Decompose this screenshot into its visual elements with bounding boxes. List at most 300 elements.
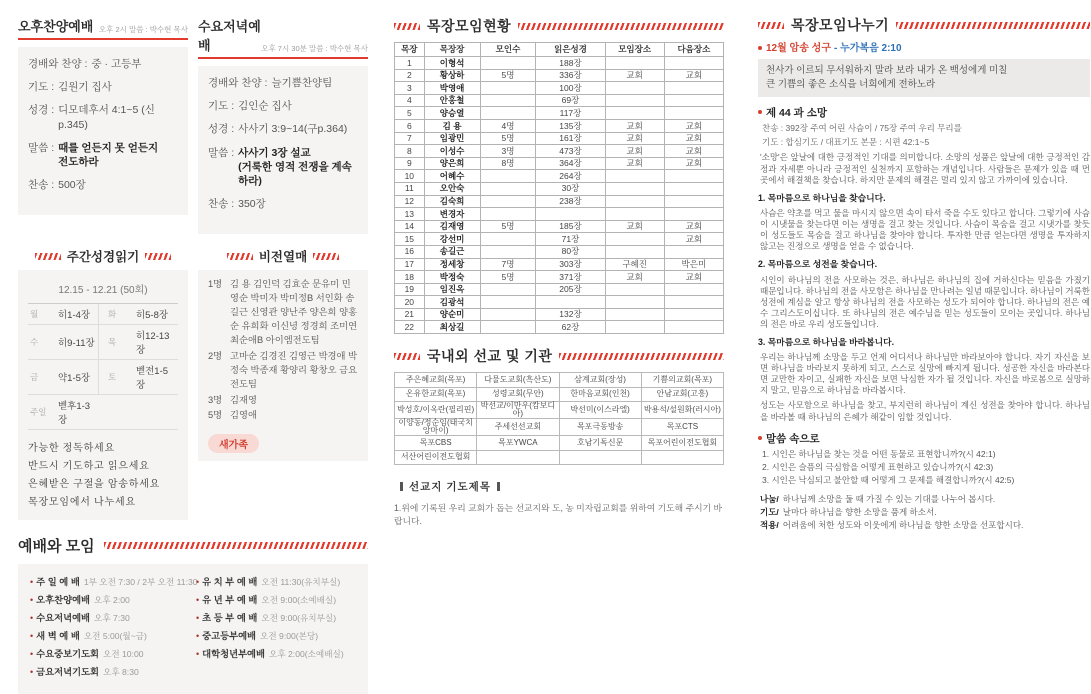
table-cell: 188장: [536, 57, 605, 70]
item-value: 500장: [58, 179, 86, 192]
table-cell: 이양동/정순임(태국치앙마이): [395, 419, 477, 436]
table-cell: 5명: [480, 220, 536, 233]
table-cell: 교회: [664, 69, 723, 82]
section-header: [18, 535, 368, 556]
section-title: 국내외 선교 및 기관: [427, 348, 553, 365]
table-cell: 다물도교회(흑산도): [477, 373, 559, 388]
table-cell: 100장: [536, 82, 605, 95]
table-cell: 히1-4장: [56, 304, 98, 325]
item-label: 성경 :: [28, 104, 55, 117]
table-cell: 교회: [605, 220, 664, 233]
vision-fruit-entry: [208, 394, 358, 408]
section-header: [394, 16, 724, 36]
table-cell: 371장: [536, 271, 605, 284]
item-value: 사사기 3장 설교 (거룩한 영적 전쟁을 계속하라): [238, 146, 352, 187]
section-header: [198, 247, 368, 265]
column-header: 모임장소: [605, 43, 664, 57]
table-cell: 30장: [536, 182, 605, 195]
table-cell: 5명: [480, 132, 536, 145]
item-value: 김재영: [230, 394, 257, 405]
table-cell: [664, 296, 723, 309]
table-cell: 4: [395, 94, 425, 107]
stripe-decoration: [104, 542, 368, 549]
memory-verse-heading: [758, 42, 1090, 55]
item-value: 고마순 김경진 김영근 박경애 박정숙 박종재 황양리 황창오 금요전도팀: [230, 350, 358, 389]
table-cell: 목포어린이전도협회: [641, 436, 723, 451]
title-tick: [400, 482, 403, 491]
mission-prayer-text: 1.위에 기록된 우리 교회가 돕는 선교지와 도, 농 미자립교회를 위하여 기도해 주시기 바랍니다.: [394, 503, 723, 527]
lesson-point-3: [758, 337, 1090, 397]
section-header: [198, 16, 368, 59]
point-heading: 3. 목마름으로 하나님을 바라봅니다.: [758, 336, 895, 347]
table-cell: [480, 245, 536, 258]
reading-period: 12.15 - 12.21 (50회): [58, 285, 148, 296]
item-label: • 유 년 부 예 배: [202, 595, 258, 605]
item-value: 오전 9:00(소예배실): [261, 595, 337, 605]
item-value: 오후 2:00(소예배실): [269, 649, 344, 659]
table-cell: 69장: [536, 94, 605, 107]
table-row: [395, 157, 724, 170]
table-cell: 303장: [536, 258, 605, 271]
table-cell: 21: [395, 308, 425, 321]
table-cell: 온유한교회(목포): [395, 387, 477, 402]
table-cell: 박성호/이옥란(필리핀): [395, 402, 477, 419]
meeting-schedule-item: [196, 574, 362, 588]
table-row: [395, 94, 724, 107]
service-info-list: [18, 47, 188, 215]
point-body: 사슴은 약초를 먹고 물을 마시지 않으면 속이 타서 죽을 수도 있다고 합니다. 그렇기에 사슴이 시냇물을 찾는다면 이는 생명을 걸고 찾는 것입니다. 사슴이 목숨을 걸고 시냇가를 찾듯이 성도들도 목숨을 걸고 하나님을 찾아야 합니다. 투자한 만큼 얻는다면 생명을 투자하지 않고는 진정으로 생명을 얻을 수 없습니다.: [760, 208, 1090, 252]
table-cell: 19: [395, 283, 425, 296]
table-cell: [664, 245, 723, 258]
item-label: 1명: [208, 279, 223, 289]
section-title: 목장모임나누기: [791, 17, 890, 33]
table-cell: [536, 296, 605, 309]
vision-fruit-list: [208, 278, 358, 423]
table-cell: 김재영: [424, 220, 480, 233]
table-cell: [480, 82, 536, 95]
lesson-point-1: [758, 193, 1090, 253]
service-blocks: [18, 16, 368, 234]
stripe-decoration: [758, 22, 784, 29]
meeting-schedule-item: [196, 628, 362, 642]
table-row: [395, 107, 724, 120]
item-label: 기도 :: [28, 81, 55, 94]
table-cell: [664, 94, 723, 107]
table-cell: 4명: [480, 119, 536, 132]
table-cell: 71장: [536, 233, 605, 246]
table-cell: 최상길: [424, 321, 480, 334]
table-cell: [480, 308, 536, 321]
meeting-schedule-item: [196, 610, 362, 624]
item-value: 사사기 3:9~14(구p.364): [238, 123, 348, 136]
item-label: 기도/: [760, 507, 779, 518]
title-tick: [497, 482, 500, 491]
table-row: [395, 402, 724, 419]
service-info-list: [198, 66, 368, 234]
meeting-schedule-item: [30, 592, 196, 606]
table-row: [28, 395, 178, 430]
table-cell: [480, 57, 536, 70]
item-label: 찬송 :: [28, 179, 55, 192]
table-cell: 임진옥: [424, 283, 480, 296]
services-meetings-section: [18, 535, 368, 694]
table-cell: 22: [395, 321, 425, 334]
item-value: 김 용 김인덕 김효순 문유미 민영순 박미자 박미정B 서인화 송길근 신영관 양난주 양은희 양홍순 유희화 이신녕 정경희 조미연 최순애B 아이엠전도팀: [230, 279, 358, 345]
table-row: [395, 245, 724, 258]
table-cell: 목포CTS: [641, 419, 723, 436]
table-cell: 화: [98, 304, 134, 325]
item-label: • 오후찬양예배: [36, 595, 91, 605]
memory-verse-label: 12월 암송 성구: [766, 43, 831, 55]
item-value: 때를 얻든지 못 얻든지 전도하라: [58, 141, 159, 168]
table-cell: 서산어린이전도협회: [395, 450, 477, 465]
table-cell: 이성수: [424, 145, 480, 158]
table-cell: 473장: [536, 145, 605, 158]
table-cell: 이형석: [424, 57, 480, 70]
item-label: 말씀 :: [28, 141, 55, 154]
table-cell: 박정숙: [424, 271, 480, 284]
table-cell: 양은희: [424, 157, 480, 170]
table-cell: [605, 195, 664, 208]
meeting-schedule-item: [196, 646, 362, 660]
table-cell: 구혜진: [605, 258, 664, 271]
item-label: • 수요중보기도회: [36, 649, 100, 659]
item-value: 날마다 하나님을 향한 소망을 품게 하소서.: [782, 507, 937, 518]
table-cell: 364장: [536, 157, 605, 170]
table-cell: 양승열: [424, 107, 480, 120]
item-value: 오전 11:30(유치부실): [261, 577, 341, 587]
item-value: 중 · 고등부: [91, 58, 142, 70]
stripe-decoration: [394, 353, 420, 360]
table-cell: 14: [395, 220, 425, 233]
table-cell: 17: [395, 258, 425, 271]
table-cell: 송길근: [424, 245, 480, 258]
mission-prayer-title: [394, 479, 724, 494]
service-info-line: [28, 141, 178, 169]
item-label: • 금요저녁기도회: [36, 667, 100, 677]
memory-verse-reference: - 누가복음 2:10: [833, 43, 902, 55]
table-cell: [605, 233, 664, 246]
table-cell: 3명: [480, 145, 536, 158]
section-title: 목장모임현황: [427, 18, 512, 34]
table-cell: 월: [28, 304, 56, 325]
table-row: [395, 220, 724, 233]
new-family-badge: 새가족: [208, 434, 259, 453]
table-cell: 수: [28, 325, 56, 360]
meetings-box: [18, 564, 368, 694]
item-value: 늘기쁨찬양팀: [271, 77, 333, 89]
table-cell: 박은미: [664, 258, 723, 271]
table-cell: 주일: [28, 395, 56, 430]
bullet-icon: [758, 110, 762, 114]
section-subtitle: 오후 2시 말씀 : 박수현 목사: [98, 25, 188, 34]
item-value: 오후 8:30: [103, 667, 139, 677]
application-item: [760, 507, 1090, 518]
table-cell: 임광민: [424, 132, 480, 145]
table-cell: 교회: [605, 157, 664, 170]
worship-info-page: [18, 16, 368, 677]
table-cell: 어혜수: [424, 170, 480, 183]
item-value: 1부 오전 7:30 / 2부 오전 11:30: [83, 577, 198, 587]
item-label: • 새 벽 예 배: [36, 631, 80, 641]
question-item: 1. 시인은 하나님을 찾는 것을 어떤 동물로 표현합니까?(시 42:1): [762, 449, 996, 460]
table-cell: 9: [395, 157, 425, 170]
item-label: • 수요저녁예배: [36, 613, 91, 623]
mokjang-sharing-page: [758, 16, 1090, 531]
table-row: [28, 304, 178, 325]
column-header: 다음장소: [664, 43, 723, 57]
service-info-line: [28, 80, 178, 94]
meetings-column-1: [30, 574, 196, 682]
meeting-schedule-item: [30, 574, 196, 588]
table-cell: 교회: [664, 145, 723, 158]
table-cell: 5명: [480, 271, 536, 284]
table-cell: [98, 395, 134, 430]
service-info-line: [28, 178, 178, 192]
table-cell: 8: [395, 145, 425, 158]
table-cell: 80장: [536, 245, 605, 258]
table-row: [28, 325, 178, 360]
application-item: [760, 520, 1090, 531]
table-cell: 135장: [536, 119, 605, 132]
item-value: 김원기 집사: [58, 81, 112, 94]
table-cell: 안남교회(고흥): [641, 387, 723, 402]
item-label: 5명: [208, 410, 223, 421]
vision-fruit-section: [198, 247, 368, 520]
table-row: [395, 436, 724, 451]
stripe-decoration: [559, 353, 724, 360]
stripe-decoration: [313, 253, 339, 260]
table-cell: 히9-11장: [56, 325, 98, 360]
column-header: 읽은성경: [536, 43, 605, 57]
table-cell: 김 용: [424, 119, 480, 132]
table-cell: [480, 208, 536, 221]
section-header: [758, 16, 1090, 34]
table-cell: 목포YWCA: [477, 436, 559, 451]
table-cell: 264장: [536, 170, 605, 183]
column-header: 목장: [395, 43, 425, 57]
column-header: 모인수: [480, 43, 536, 57]
table-cell: 박선교/이만우(캄보디아): [477, 402, 559, 419]
table-cell: 132장: [536, 308, 605, 321]
service-info-line: [28, 57, 178, 71]
table-cell: 5: [395, 107, 425, 120]
section-subtitle: 오후 7시 30분 말씀 : 박수현 목사: [261, 44, 368, 53]
table-cell: 교회: [605, 271, 664, 284]
service-info-line: [28, 103, 178, 131]
item-label: 말씀 :: [208, 146, 235, 159]
question-item: 3. 시인은 낙심되고 불안할 때 어떻게 그 문제를 해결합니까?(시 42:5): [762, 475, 1015, 486]
table-cell: 오안숙: [424, 182, 480, 195]
table-row: [395, 57, 724, 70]
table-cell: 117장: [536, 107, 605, 120]
table-cell: [480, 170, 536, 183]
table-cell: [641, 450, 723, 465]
table-cell: [605, 245, 664, 258]
table-cell: [605, 82, 664, 95]
item-label: • 대학청년부예배: [202, 649, 266, 659]
table-cell: [480, 107, 536, 120]
table-cell: [664, 107, 723, 120]
table-cell: 교회: [605, 132, 664, 145]
reading-notes: [28, 440, 178, 512]
table-cell: 6: [395, 119, 425, 132]
section-title: 오후찬양예배: [18, 19, 94, 34]
item-label: 3명: [208, 394, 223, 405]
table-cell: 박영애: [424, 82, 480, 95]
table-cell: 1: [395, 57, 425, 70]
table-row: [395, 308, 724, 321]
weekly-bible-reading-section: [18, 247, 188, 520]
reading-schedule-table: [28, 303, 178, 430]
item-label: 경배와 찬양 :: [208, 77, 268, 89]
table-cell: 18: [395, 271, 425, 284]
bullet-icon: [758, 46, 762, 50]
item-value: 어려움에 처한 성도와 이웃에게 하나님을 향한 소망을 선포합시다.: [782, 520, 1024, 531]
table-row: [395, 373, 724, 388]
table-cell: 강선미: [424, 233, 480, 246]
item-label: 경배와 찬양 :: [28, 58, 88, 70]
stripe-decoration: [518, 23, 724, 30]
memory-verse-text: 천사가 이르되 무서워하지 말라 보라 내가 온 백성에게 미칠 큰 기쁨의 좋은 소식을 너희에게 전하노라: [758, 59, 1090, 97]
table-cell: [605, 208, 664, 221]
table-cell: 238장: [536, 195, 605, 208]
item-label: • 중고등부예배: [202, 631, 257, 641]
table-cell: [605, 170, 664, 183]
table-cell: 박용석/설원화(러시아): [641, 402, 723, 419]
table-cell: [480, 94, 536, 107]
table-cell: 벧후1-3장: [56, 395, 98, 430]
mokjang-status-table: [394, 42, 724, 334]
mission-prayer-section: [394, 479, 724, 527]
table-cell: [605, 308, 664, 321]
table-cell: 토: [98, 360, 134, 395]
table-cell: 김광석: [424, 296, 480, 309]
service-info-line: [208, 146, 358, 189]
service-info-line: [208, 76, 358, 90]
item-label: 성경 :: [208, 123, 235, 136]
item-value: 오전 5:00(월~금): [83, 631, 147, 641]
table-cell: 금: [28, 360, 56, 395]
section-title: 비전열매: [258, 250, 308, 264]
into-word-heading: [758, 433, 1090, 447]
point-body: 우리는 하나님께 소망을 두고 언제 어디서나 하나님만 바라보아야 합니다. 자기 자신을 보면 하나님을 바라보지 못하게 되고, 스스로 실망에 빠지게 됩니다. 성공한 자신을 바라본다면 교만한 자이고, 실패한 자신을 보면 낙심한 자가 될 것입니다. 자신을 바로봄으로 실망하지 말고, 믿음으로 하나님을 바라봅시다.: [760, 352, 1090, 396]
item-value: 오후 2:00: [94, 595, 130, 605]
table-cell: [477, 450, 559, 465]
table-cell: 5명: [480, 69, 536, 82]
table-cell: [664, 321, 723, 334]
table-cell: 양순미: [424, 308, 480, 321]
into-word-questions: [762, 449, 1090, 486]
table-row: [395, 321, 724, 334]
table-cell: [605, 321, 664, 334]
table-cell: 8명: [480, 157, 536, 170]
stripe-decoration: [896, 22, 1090, 29]
table-cell: 20: [395, 296, 425, 309]
table-cell: 한마음교회(인천): [559, 387, 641, 402]
meeting-schedule-item: [30, 664, 196, 678]
meeting-schedule-item: [30, 646, 196, 660]
item-value: 오전 10:00: [103, 649, 144, 659]
table-cell: [134, 395, 178, 430]
table-row: [395, 69, 724, 82]
table-cell: 62장: [536, 321, 605, 334]
table-row: [395, 271, 724, 284]
table-cell: 목포극동방송: [559, 419, 641, 436]
table-row: [395, 258, 724, 271]
table-cell: 약1-5장: [56, 360, 98, 395]
column-header: 목장장: [424, 43, 480, 57]
sub-blocks: [18, 247, 368, 520]
application-list: [760, 494, 1090, 531]
stripe-decoration: [227, 253, 253, 260]
item-value: 디모데후서 4:1~5 (신p.345): [58, 104, 155, 131]
table-cell: 호남기독신문: [559, 436, 641, 451]
item-value: 김영애: [230, 410, 257, 421]
table-cell: [605, 296, 664, 309]
reading-note: 가능한 정독하세요: [28, 443, 115, 454]
table-cell: 박선미(이스라엘): [559, 402, 641, 419]
reading-note: 목장모임에서 나누세요: [28, 497, 136, 508]
item-value: 오전 9:00(본당): [260, 631, 319, 641]
table-row: [395, 182, 724, 195]
table-cell: [605, 182, 664, 195]
table-cell: 205장: [536, 283, 605, 296]
table-cell: 벧전1-5장: [134, 360, 178, 395]
table-cell: [664, 182, 723, 195]
lesson-hymn: 찬송 : 392장 주여 어린 사슴이 / 75장 주여 우리 무리를: [762, 123, 962, 134]
table-cell: [664, 57, 723, 70]
table-row: [395, 387, 724, 402]
table-row: [395, 170, 724, 183]
table-cell: 3: [395, 82, 425, 95]
table-row: [395, 233, 724, 246]
table-row: [395, 208, 724, 221]
lesson-title: 제 44 과 소망: [766, 106, 828, 119]
table-cell: [664, 195, 723, 208]
point-heading: 1. 목마름으로 하나님을 찾습니다.: [758, 192, 886, 203]
item-value: 350장: [238, 198, 266, 211]
table-row: [395, 132, 724, 145]
vision-fruit-entry: [208, 350, 358, 392]
table-row: [395, 419, 724, 436]
item-label: 기도 :: [208, 100, 235, 113]
table-cell: [480, 182, 536, 195]
table-cell: 안홍철: [424, 94, 480, 107]
lesson-closing: 성도는 사모함으로 하나님을 찾고, 부지런히 하나님이 계신 성전을 찾아야 합니다. 하나님을 바라볼 때 하나님의 은혜가 해같이 임할 것입니다.: [760, 400, 1090, 422]
table-row: [395, 43, 724, 57]
item-label: • 유 치 부 예 배: [202, 577, 258, 587]
table-row: [395, 145, 724, 158]
table-cell: 기쁨의교회(목포): [641, 373, 723, 388]
table-row: [395, 450, 724, 465]
table-cell: 목: [98, 325, 134, 360]
table-cell: 13: [395, 208, 425, 221]
table-cell: 7: [395, 132, 425, 145]
meeting-schedule-item: [196, 592, 362, 606]
section-title: 선교지 기도제목: [409, 481, 491, 494]
table-cell: [536, 208, 605, 221]
table-row: [395, 195, 724, 208]
table-cell: [605, 57, 664, 70]
table-cell: 삼계교회(장성): [559, 373, 641, 388]
service-info-line: [208, 197, 358, 211]
section-title: 주간성경읽기: [66, 250, 140, 264]
lesson-point-2: [758, 259, 1090, 330]
meetings-column-2: [196, 574, 362, 682]
reading-note: 은혜받은 구절을 암송하세요: [28, 479, 161, 490]
point-body: 시인이 하나님의 전을 사모하는 것은, 하나님은 하나님의 집에 거하신다는 믿음을 가졌기 때문입니다. 하나님의 전을 사모함은 하나님을 만나려는 일념 때문입니다. 하나님이 거룩한 성전에 계심을 알고 항상 하나님의 전을 사모하는 성도가 되어야 합니다. 하나님의 전은 예수 그리스도이십니다. 또 하나님의 전은 예수님을 믿는 성도들이 모이는 곳입니다. 하나님의 전은 바로 우리 성도들입니다.: [760, 274, 1090, 329]
